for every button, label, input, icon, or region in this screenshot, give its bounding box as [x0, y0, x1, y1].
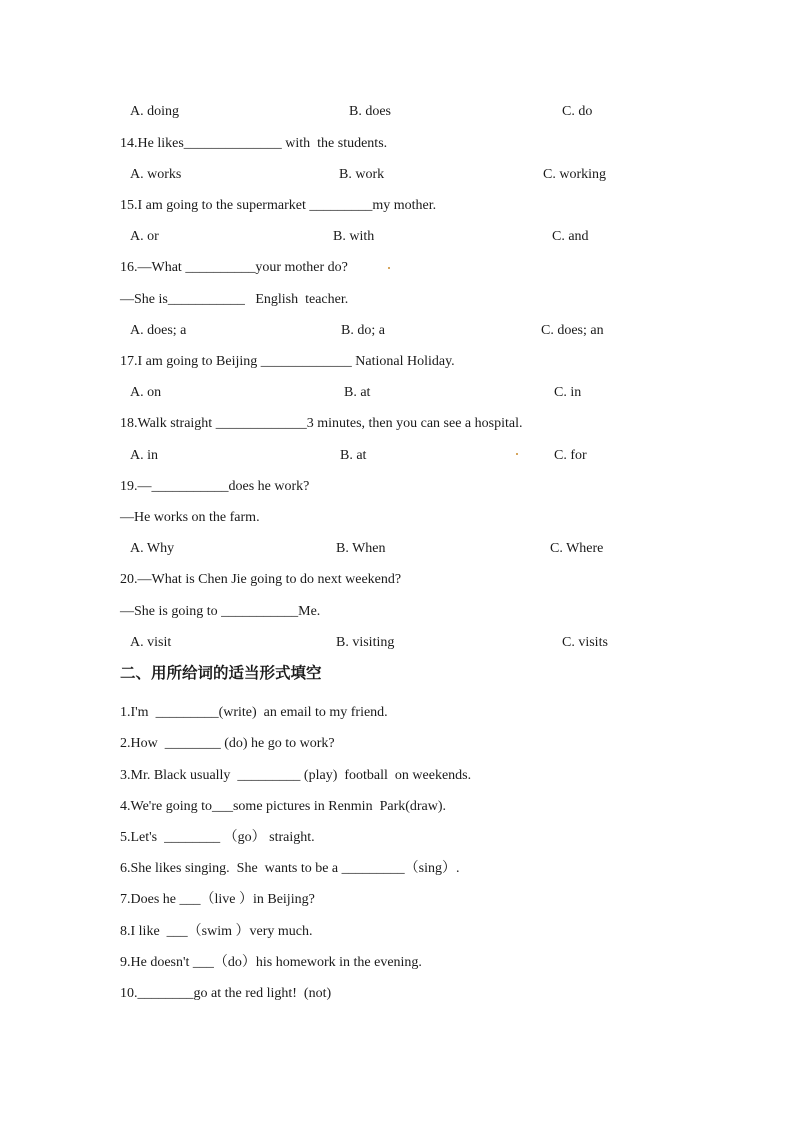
- q19-answer-line: —He works on the farm.: [120, 510, 260, 525]
- section-2-heading: 二、用所给词的适当形式填空: [120, 664, 322, 682]
- q20-option-c: C. visits: [562, 635, 608, 650]
- q14-question: 14.He likes______________ with the students.: [120, 136, 388, 151]
- q13-option-a: A. doing: [130, 104, 179, 119]
- fill-item-5: 5.Let's ________ （go） straight.: [120, 830, 315, 845]
- q14-option-b: B. work: [339, 167, 385, 182]
- fill-item-7: 7.Does he ___（live ）in Beijing?: [120, 892, 315, 907]
- q16-answer-line: —She is___________ English teacher.: [120, 292, 349, 307]
- q18-option-b: B. at: [340, 448, 367, 463]
- q18-question: 18.Walk straight _____________3 minutes, then you can see a hospital.: [120, 416, 523, 431]
- q19-option-b: B. When: [336, 541, 386, 556]
- q19-option-c: C. Where: [550, 541, 604, 556]
- q17-option-a: A. on: [130, 385, 162, 400]
- q15-option-a: A. or: [130, 229, 159, 244]
- q16-option-a: A. does; a: [130, 323, 187, 338]
- fill-item-3: 3.Mr. Black usually _________ (play) football on weekends.: [120, 768, 472, 783]
- fill-item-10: 10.________go at the red light! (not): [120, 986, 332, 1001]
- q17-option-b: B. at: [344, 385, 371, 400]
- fill-item-4: 4.We're going to___some pictures in Renmin Park(draw).: [120, 799, 447, 814]
- q19-option-a: A. Why: [130, 541, 175, 556]
- q17-option-c: C. in: [554, 385, 582, 400]
- q18-option-a: A. in: [130, 448, 158, 463]
- q20-option-a: A. visit: [130, 635, 172, 650]
- q16-option-c: C. does; an: [541, 323, 604, 338]
- q16-question: 16.—What __________your mother do?: [120, 260, 348, 275]
- speck-mark: [516, 453, 518, 455]
- q18-option-c: C. for: [554, 448, 587, 463]
- q13-option-c: C. do: [562, 104, 593, 119]
- q14-option-a: A. works: [130, 167, 182, 182]
- fill-item-6: 6.She likes singing. She wants to be a _________（sing）.: [120, 861, 460, 876]
- q15-option-b: B. with: [333, 229, 375, 244]
- speck-mark: [388, 267, 390, 269]
- q20-option-b: B. visiting: [336, 635, 395, 650]
- fill-item-1: 1.I'm _________(write) an email to my friend.: [120, 705, 388, 720]
- q20-question: 20.—What is Chen Jie going to do next weekend?: [120, 572, 402, 587]
- q16-option-b: B. do; a: [341, 323, 385, 338]
- q19-question: 19.—___________does he work?: [120, 479, 310, 494]
- q13-option-b: B. does: [349, 104, 391, 119]
- fill-item-9: 9.He doesn't ___（do）his homework in the evening.: [120, 955, 422, 970]
- q15-option-c: C. and: [552, 229, 589, 244]
- q20-answer-line: —She is going to ___________Me.: [120, 604, 321, 619]
- q14-option-c: C. working: [543, 167, 606, 182]
- fill-item-2: 2.How ________ (do) he go to work?: [120, 736, 335, 751]
- q15-question: 15.I am going to the supermarket _________my mother.: [120, 198, 437, 213]
- fill-item-8: 8.I like ___（swim ）very much.: [120, 924, 313, 939]
- q17-question: 17.I am going to Beijing _____________ National Holiday.: [120, 354, 455, 369]
